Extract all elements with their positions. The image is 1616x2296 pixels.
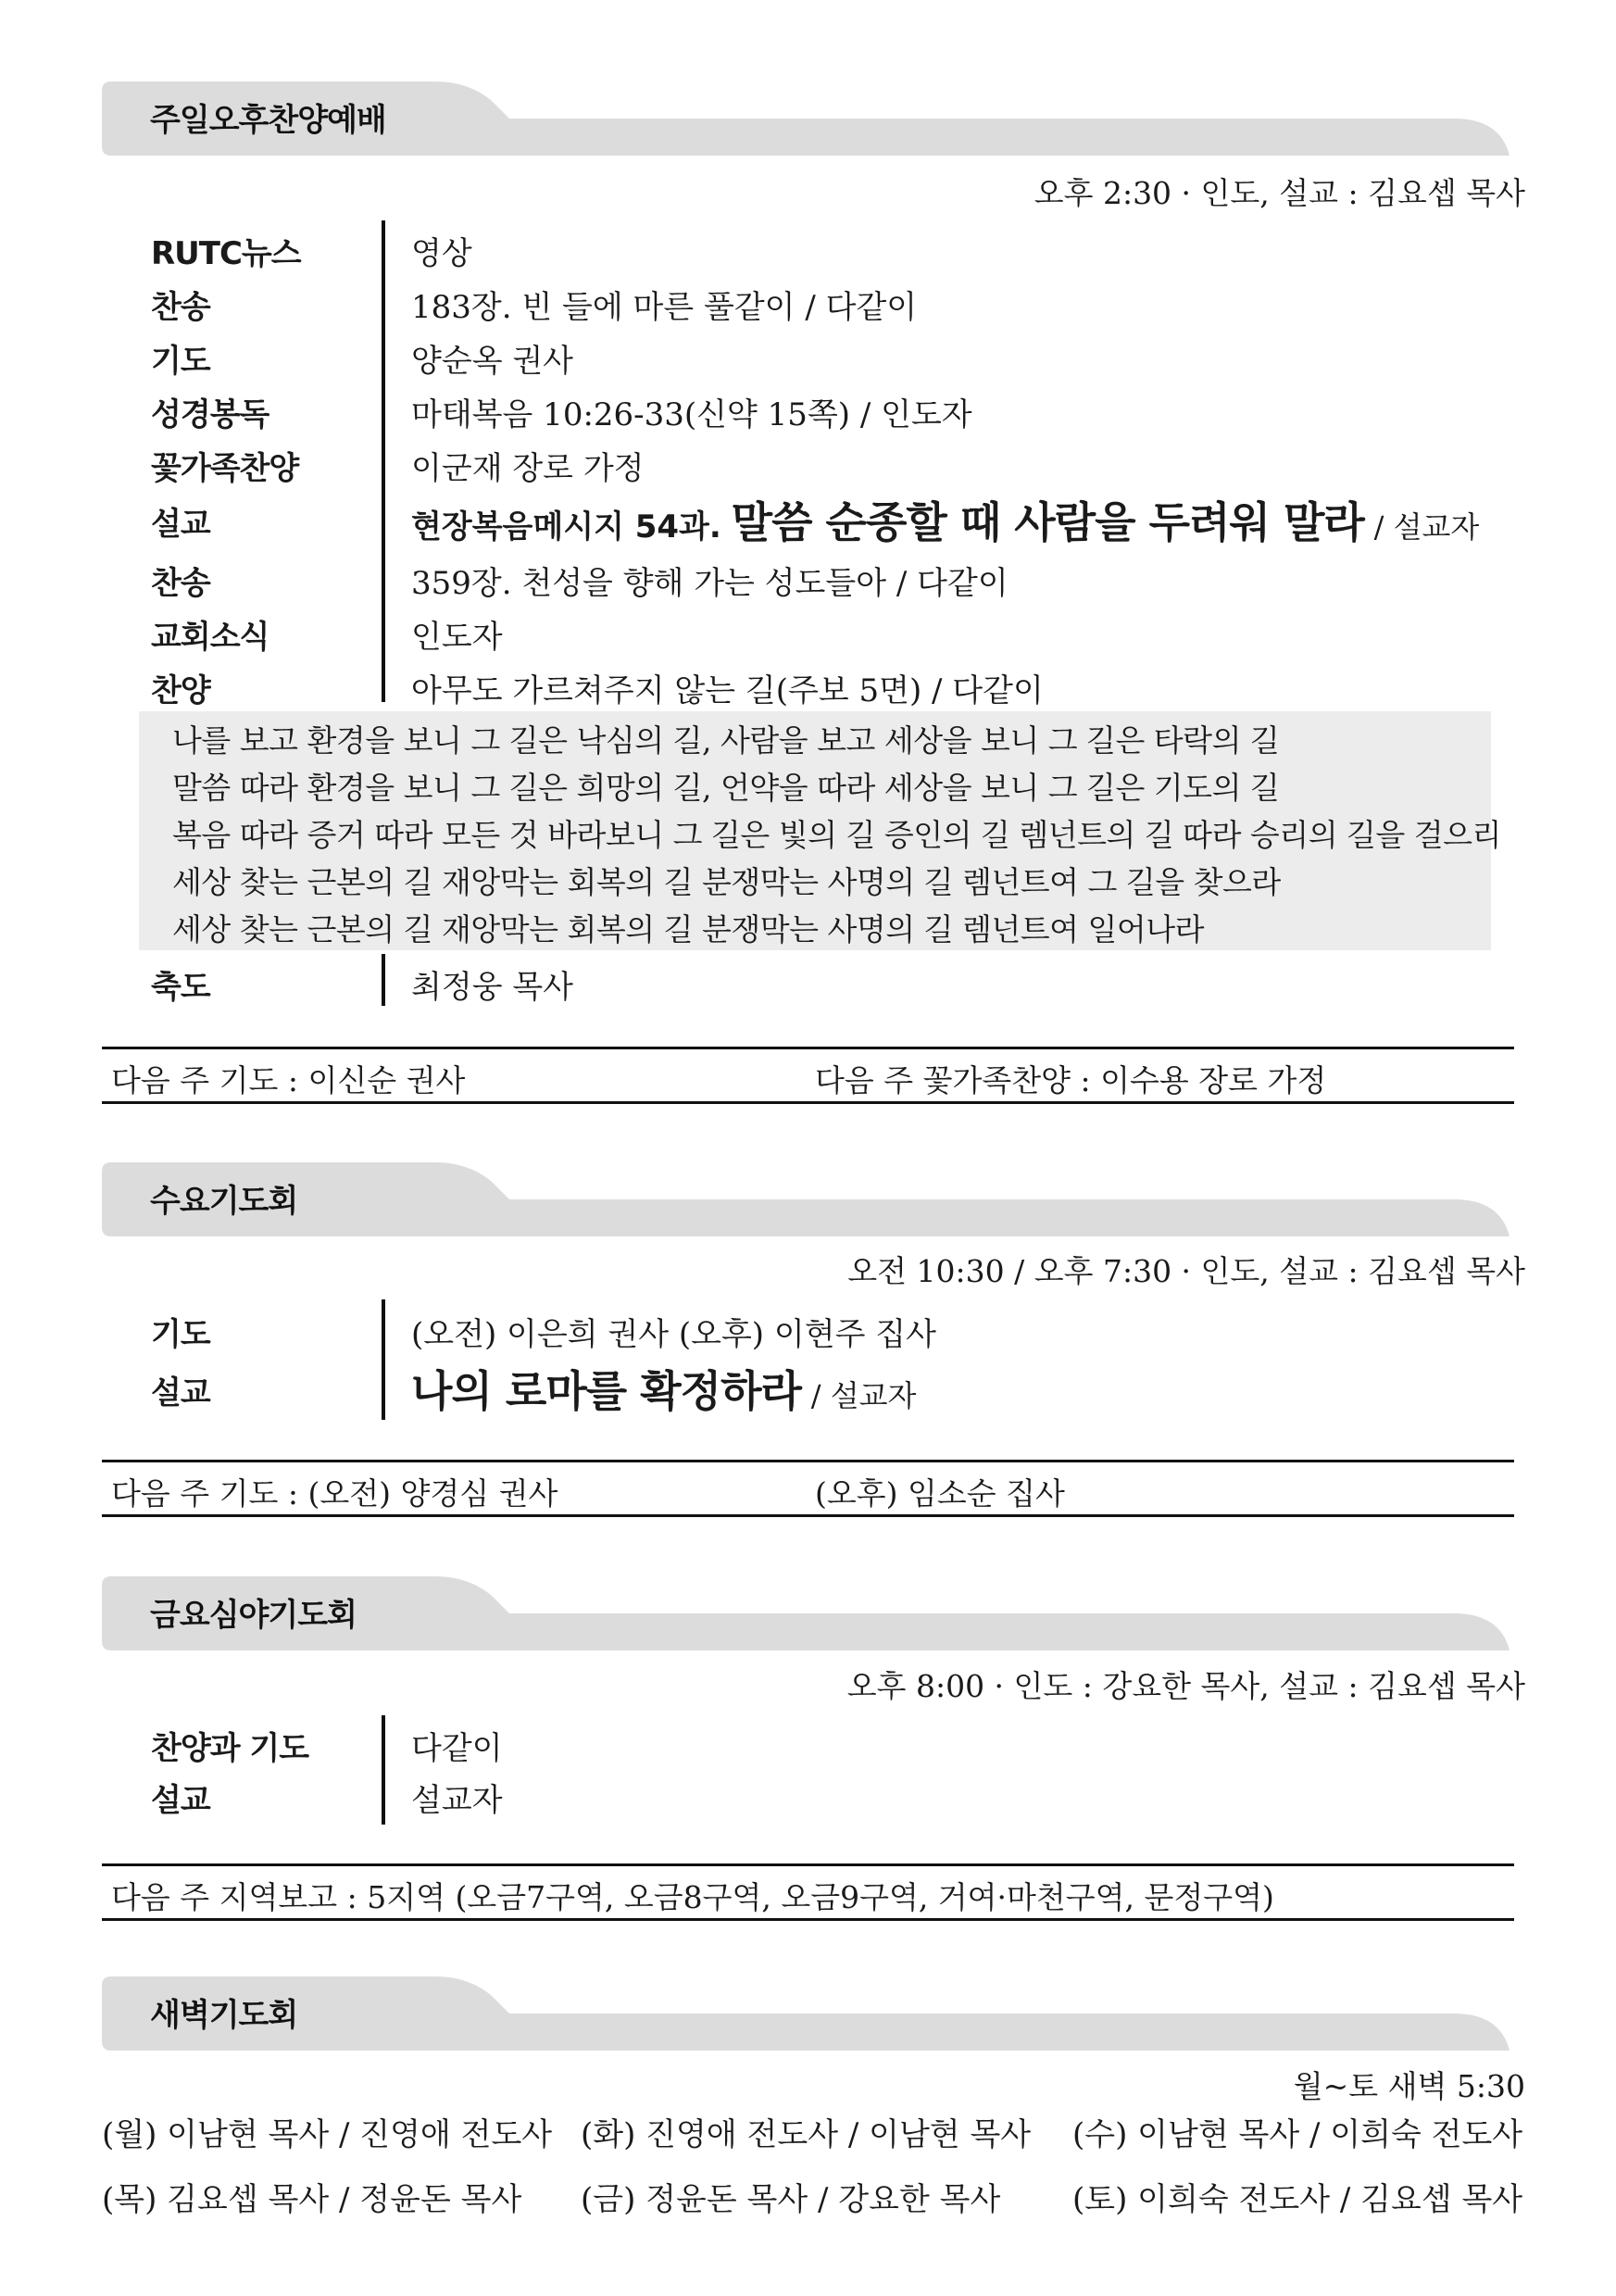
order-label: 찬송 [151, 289, 210, 326]
order-value: 183장. 빈 들에 마른 풀같이 / 다같이 [411, 289, 918, 326]
order-row-sermon [0, 489, 1616, 547]
order-value: 영상 [411, 235, 472, 272]
section-header [102, 1162, 1510, 1236]
order-row [0, 380, 1616, 432]
section-header [102, 1976, 1510, 2051]
order-value: 359장. 천성을 향해 가는 성도들아 / 다같이 [411, 565, 1008, 602]
order-value: (오전) 이은희 권사 (오후) 이현주 집사 [411, 1316, 936, 1353]
section-title: 금요심야기도회 [150, 1597, 357, 1634]
section-title: 수요기도회 [150, 1183, 298, 1220]
order-label: 찬양과 기도 [151, 1730, 309, 1767]
next-week-region-report: 다음 주 지역보고 : 5지역 (오금7구역, 오금8구역, 오금9구역, 거여·마천구역, 문정구역) [111, 1879, 1274, 1915]
section-header [102, 82, 1510, 156]
order-row [0, 326, 1616, 378]
order-label: 꽃가족찬양 [151, 450, 299, 487]
service-time: 오전 10:30 / 오후 7:30 · 인도, 설교 : 김요셉 목사 [847, 1253, 1525, 1289]
section-title: 주일오후찬양예배 [150, 102, 386, 139]
order-value: 다같이 [411, 1730, 503, 1767]
order-row [0, 548, 1616, 600]
order-value: 설교자 [411, 1782, 503, 1819]
order-value: 인도자 [411, 619, 503, 656]
next-week-box [102, 1460, 1514, 1517]
order-row [0, 272, 1616, 324]
order-value: 최정웅 목사 [411, 969, 574, 1006]
dawn-schedule-item: (월) 이남현 목사 / 진영애 전도사 [102, 2116, 553, 2153]
order-label: 찬송 [151, 565, 210, 602]
order-label: RUTC뉴스 [151, 235, 301, 272]
sermon-title: 말씀 순종할 때 사람을 두려워 말라 [731, 497, 1364, 547]
order-label: 기도 [151, 343, 210, 380]
order-row [0, 1765, 1616, 1817]
next-week-prayer-pm: (오후) 임소순 집사 [815, 1475, 1065, 1512]
sermon-value [411, 1358, 916, 1419]
dawn-schedule-item: (화) 진영애 전도사 / 이남현 목사 [581, 2116, 1032, 2153]
sermon-value [411, 489, 1479, 550]
service-time: 월~토 새벽 5:30 [1293, 2068, 1525, 2104]
order-value: 양순옥 권사 [411, 343, 574, 380]
next-week-flower: 다음 주 꽃가족찬양 : 이수용 장로 가정 [815, 1062, 1327, 1098]
order-label: 기도 [151, 1316, 210, 1353]
order-label: 축도 [151, 969, 210, 1006]
service-time: 오후 2:30 · 인도, 설교 : 김요셉 목사 [1033, 175, 1525, 211]
dawn-schedule-item: (목) 김요셉 목사 / 정윤돈 목사 [102, 2181, 522, 2218]
order-row [0, 219, 1616, 270]
order-label: 설교 [151, 506, 210, 543]
lyric-line: 말씀 따라 환경을 보니 그 길은 희망의 길, 언약을 따라 세상을 보니 그 길은 기도의 길 [172, 770, 1280, 806]
service-time: 오후 8:00 · 인도 : 강요한 목사, 설교 : 김요셉 목사 [846, 1668, 1525, 1704]
next-week-prayer: 다음 주 기도 : 이신순 권사 [111, 1062, 466, 1098]
order-row [0, 602, 1616, 654]
order-value: 이군재 장로 가정 [411, 450, 645, 487]
lyric-line: 복음 따라 증거 따라 모든 것 바라보니 그 길은 빛의 길 증인의 길 렘넌트의 길 따라 승리의 길을 걸으리 [172, 817, 1501, 853]
order-label: 찬양 [151, 672, 210, 709]
dawn-schedule-item: (토) 이희숙 전도사 / 김요셉 목사 [1072, 2181, 1523, 2218]
sermon-title: 나의 로마를 확정하라 [411, 1366, 801, 1416]
order-label: 성경봉독 [151, 396, 269, 433]
sermon-role: / 설교자 [810, 1378, 917, 1413]
order-value: 마태복음 10:26-33(신약 15쪽) / 인도자 [411, 396, 972, 433]
order-row [0, 1299, 1616, 1351]
dawn-schedule-item: (수) 이남현 목사 / 이희숙 전도사 [1072, 2116, 1523, 2153]
order-label: 설교 [151, 1374, 210, 1411]
lyric-line: 나를 보고 환경을 보니 그 길은 낙심의 길, 사람을 보고 세상을 보니 그 길은 타락의 길 [172, 722, 1280, 759]
lyric-line: 세상 찾는 근본의 길 재앙막는 회복의 길 분쟁막는 사명의 길 렘넌트여 일어나라 [172, 911, 1204, 947]
order-row [0, 952, 1616, 1004]
next-week-box [102, 1047, 1514, 1104]
section-title: 새벽기도회 [150, 1997, 298, 2034]
order-row [0, 433, 1616, 485]
lyrics-box [139, 711, 1501, 950]
order-row [0, 656, 1616, 708]
order-label: 설교 [151, 1782, 210, 1819]
dawn-schedule-item: (금) 정윤돈 목사 / 강요한 목사 [581, 2181, 1001, 2218]
section-header [102, 1576, 1510, 1650]
next-week-box [102, 1863, 1514, 1921]
next-week-prayer-am: 다음 주 기도 : (오전) 양경심 권사 [111, 1475, 558, 1512]
sermon-series: 현장복음메시지 54과. [411, 508, 721, 546]
order-row-sermon [0, 1358, 1616, 1416]
order-value: 아무도 가르쳐주지 않는 길(주보 5면) / 다같이 [411, 672, 1044, 709]
order-label: 교회소식 [151, 619, 269, 656]
order-row [0, 1713, 1616, 1765]
lyric-line: 세상 찾는 근본의 길 재앙막는 회복의 길 분쟁막는 사명의 길 렘넌트여 그 길을 찾으라 [172, 864, 1281, 900]
sermon-role: / 설교자 [1373, 509, 1480, 545]
